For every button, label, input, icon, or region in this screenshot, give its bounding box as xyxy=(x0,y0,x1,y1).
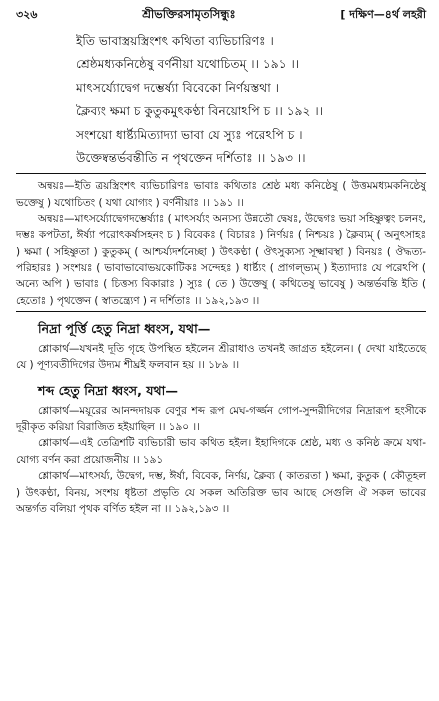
verse-line: মাৎসর্য্যোদ্বেগ দম্ভের্ষ্যা বিবেকো নির্ণয়স্তথা । xyxy=(76,80,279,95)
translation-paragraph: শ্লোকার্থ—যখনই দূতি গৃহে উপস্থিত হইলেন শ্রীরাধাও তখনই জাগ্রত হইলেন। ( দেখা যাইতেছে যে ) পূণ্যবতীদিগের উদ্যম শীঘ্রই ফলবান হয় ।। ১৮৯ ।। xyxy=(16,342,426,372)
section-heading: শব্দ হেতু নিদ্রা ধ্বংস, যথা— xyxy=(38,382,178,398)
commentary-block xyxy=(16,178,426,308)
verse-line: সংশয়ো ধার্ষ্ট্যমিত্যাদ্যা ভাবা যে স্যুঃ পরেঽপি চ । xyxy=(76,127,303,142)
verse-line: উক্তেষ্বন্তর্ভবন্তীতি ন পৃথক্তেন দর্শিতাঃ ।। ১৯৩ ।। xyxy=(76,151,306,166)
translation-paragraph: শ্লোকার্থ—মাৎসর্য্য, উদ্বেগ, দম্ভ, ঈর্ষা, বিবেক, নির্ণয়, ক্লৈব্য ( কাতরতা ) ক্ষমা, কুতুক ( কৌতূহল ) উৎকণ্ঠা, বিনয়, সংশয় ধৃষ্টতা প্রভৃতি যে সকল অতিরিক্ত ভাব আছে সেগুলি ঐ সকল ভাবের অন্তর্গত বলিয়া পৃথক বর্ণিত হইল না ।। ১৯২,১৯৩ ।। xyxy=(16,470,426,516)
page-header xyxy=(16,6,426,22)
section-sleep-by-sound xyxy=(16,382,426,518)
book-title: শ্রীভক্তিরসামৃতসিন্ধুঃ xyxy=(142,7,236,21)
section-heading: নিদ্রা পূর্ত্তি হেতু নিদ্রা ধ্বংস, যথা— xyxy=(38,320,211,336)
section-indicator: [ দক্ষিণ—৪র্থ লহরী xyxy=(340,8,426,21)
divider xyxy=(16,173,426,174)
verse-line: ইতি ভাবাস্ত্রয়স্ত্রিংশৎ কথিতা ব্যভিচারিণঃ । xyxy=(76,34,274,48)
section-sleep-fulfilment xyxy=(16,320,426,374)
commentary-paragraph: অন্বয়ঃ—ইতি ত্রয়স্ত্রিংশৎ ব্যভিচারিণঃ ভাবাঃ কথিতাঃ শ্রেষ্ঠ মধ্য কনিষ্ঠেষু ( উত্তমমধ্যমকনিষ্ঠেষু ভক্তেষু ) যথোচিতং ( যথা যোগ্যং ) বর্ণনীয়াঃ ।। ১৯১ ।। xyxy=(16,180,426,209)
translation-paragraph: শ্লোকার্থ—ময়ূরের আনন্দদায়ক বেণুর শব্দ রূপ মেঘ-গর্জ্জন গোপ-সুন্দরীদিগের নিদ্রারূপ হংসীকে দূরীকৃত করিয়া বিরাজিত হইয়াছিল ।। ১৯০ ।। xyxy=(16,404,426,434)
verse-line: শ্রেষ্ঠমধ্যকনিষ্ঠেষু বর্ণনীয়া যথোচিতম্‌ ।। ১৯১ ।। xyxy=(76,57,300,72)
translation-paragraph: শ্লোকার্থ—এই তেত্রিশটি ব্যভিচারী ভাব কথিত হইল। ইহাদিগকে শ্রেষ্ঠ, মধ্য ও কনিষ্ঠ ক্রমে যথা-যোগ্য বর্ণন করা প্রয়োজনীয় ।। ১৯১ xyxy=(16,437,426,466)
verse-line: ক্লৈব্যং ক্ষমা চ কুতুকমুৎকণ্ঠা বিনয়োঽপি চ ।। ১৯২ ।। xyxy=(76,104,324,119)
page-number: ৩২৬ xyxy=(16,8,38,21)
divider xyxy=(16,311,426,312)
commentary-paragraph: অন্বয়ঃ—মাৎসর্য্যোদ্বেগদম্ভের্ষ্যাঃ ( মাৎসর্য্যং অন্যস্য উন্নতৌ দ্বেষঃ, উদ্বেগঃ ভয়া সহিষ্ণুত্বং চলনং, দম্ভঃ কপটতা, ঈর্ষ্যা পরোৎকর্ষাসহনং চ ) বিবেকঃ ( বিচারঃ ) নির্ণয়ঃ ( নিশ্চয়ঃ ) ক্লৈব্যম্‌ ( অনুৎসাহঃ ) ক্ষমা ( সহিষ্ণুতা ) কুতুকম্‌ ( আশ্চর্য্যদর্শনেচ্ছা ) উৎকণ্ঠা ( ঔৎসুক্যস্য সূক্ষ্মাবস্থা ) বিনয়ঃ ( ঔদ্ধত্য-পরিহারঃ ) সংশয়ঃ ( ভাবাভাবোভয়কোটিকঃ সন্দেহঃ ) ধার্ষ্ট্যং ( প্রাগল্‌ভ্যম্‌ ) ইত্যাদ্যাঃ যে পরেঽপি ( অন্যে অপি ) ভাবাঃ ( চিত্তস্য বিকারাঃ ) স্যুঃ ( তে ) উক্তেষু ( কথিতেষু ভাবেষু ) অন্তর্ভবন্তি ইতি ( হেতোঃ ) পৃথক্তেন ( স্বাতন্ত্র্যেণ ) ন দর্শিতাঃ ।। ১৯২,১৯৩ ।। xyxy=(16,213,426,307)
sanskrit-verses xyxy=(76,30,426,170)
